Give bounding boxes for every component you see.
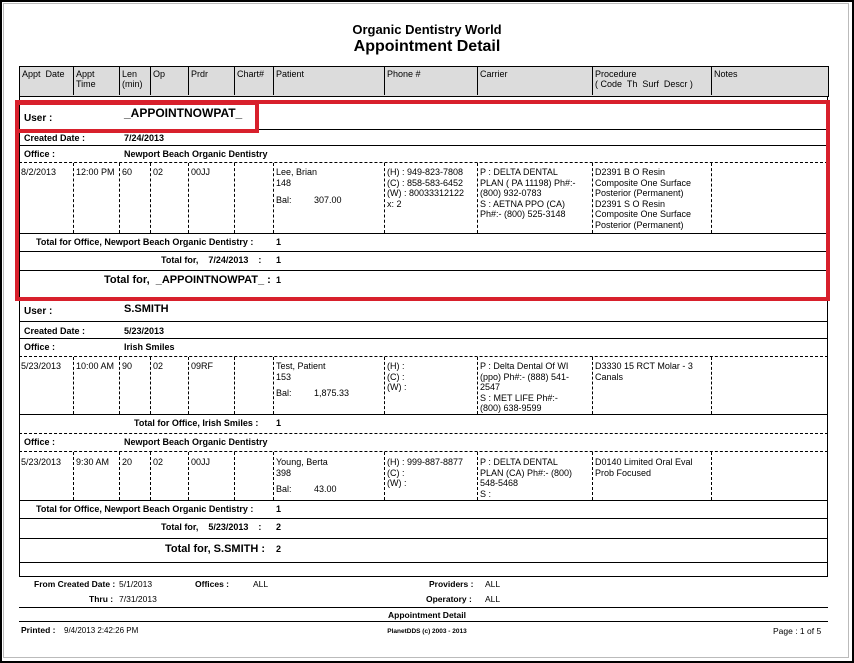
total-user-label: Total for, _APPOINTNOWPAT_ : — [104, 274, 271, 286]
carrier-info: P : Delta Dental Of WI (ppo) Ph#:- (888) 541- 2547 S : MET LIFE Ph#:- (800) 638-9599 — [480, 361, 570, 413]
appt-prdr: 00JJ — [191, 457, 211, 467]
divider — [19, 414, 828, 415]
divider — [19, 500, 828, 501]
user-label: User : — [24, 113, 53, 124]
row-divider — [384, 357, 385, 414]
company-name: Organic Dentistry World — [352, 22, 502, 37]
col-header-chart: Chart# — [237, 69, 265, 79]
footer-divider — [19, 607, 828, 608]
footer-divider — [19, 576, 828, 577]
row-divider — [73, 357, 74, 414]
dashed-divider — [19, 356, 828, 357]
appt-time: 10:00 AM — [76, 361, 115, 371]
office-value: Newport Beach Organic Dentistry — [124, 149, 268, 159]
col-divider — [150, 66, 151, 95]
divider — [19, 538, 828, 539]
phone-numbers: (H) : 949-823-7808 (C) : 858-583-6452 (W) : 80033312122 x: 2 — [387, 167, 465, 209]
col-header-procedure: Procedure ( Code Th Surf Descr ) — [595, 69, 693, 89]
dashed-divider — [19, 433, 828, 434]
office-value: Irish Smiles — [124, 342, 175, 352]
footer-title: Appointment Detail — [388, 610, 466, 620]
total-office-label: Total for Office, Newport Beach Organic Dentistry : — [36, 504, 254, 514]
col-divider — [73, 66, 74, 95]
thru-value: 7/31/2013 — [119, 594, 157, 604]
row-divider — [711, 452, 712, 500]
col-header-appt-time: Appt Time — [76, 69, 96, 89]
divider — [19, 518, 828, 519]
row-divider — [150, 357, 151, 414]
phone-numbers: (H) : (C) : (W) : — [387, 361, 407, 392]
patient-name: Young, Berta 398 — [276, 457, 328, 478]
copyright: PlanetDDS (c) 2003 - 2013 — [387, 628, 467, 635]
page-number: Page : 1 of 5 — [773, 626, 822, 636]
col-divider — [188, 66, 189, 95]
col-divider — [273, 66, 274, 95]
appt-date: 5/23/2013 — [21, 361, 62, 371]
divider — [19, 321, 828, 322]
office-value: Newport Beach Organic Dentistry — [124, 437, 268, 447]
patient-name: Test, Patient 153 — [276, 361, 326, 382]
office-label: Office : — [24, 342, 56, 352]
col-divider — [592, 66, 593, 95]
total-user-value: 2 — [276, 544, 282, 554]
bal-value: 43.00 — [314, 484, 337, 494]
user-name: _APPOINTNOWPAT_ — [124, 106, 243, 120]
report-title: Appointment Detail — [353, 38, 501, 55]
row-divider — [234, 452, 235, 500]
office-label: Office : — [24, 149, 56, 159]
total-user-label: Total for, S.SMITH : — [165, 543, 266, 555]
user-label: User : — [24, 306, 53, 317]
total-office-value: 1 — [276, 237, 282, 247]
appt-date: 8/2/2013 — [21, 167, 57, 177]
appt-length: 90 — [122, 361, 133, 371]
col-header-length: Len (min) — [122, 69, 143, 89]
bal-label: Bal: — [276, 195, 292, 205]
appt-prdr: 00JJ — [191, 167, 211, 177]
total-user-value: 1 — [276, 275, 282, 285]
printed-value: 9/4/2013 2:42:26 PM — [64, 626, 139, 635]
row-divider — [273, 357, 274, 414]
row-divider — [592, 452, 593, 500]
procedure-info: D2391 B O Resin Composite One Surface Posterior (Permanent) D2391 S O Resin Composite One Surface Posterior (Permanent) — [595, 167, 692, 230]
procedure-info: D0140 Limited Oral Eval Prob Focused — [595, 457, 693, 478]
created-date-label: Created Date : — [24, 326, 86, 336]
patient-name: Lee, Brian 148 — [276, 167, 318, 188]
row-divider — [273, 452, 274, 500]
col-header-appt-date: Appt Date — [22, 69, 65, 79]
office-label: Office : — [24, 437, 56, 447]
bal-label: Bal: — [276, 484, 292, 494]
appt-op: 02 — [153, 361, 164, 371]
total-date-label: Total for, 5/23/2013 : — [161, 522, 262, 532]
appt-time: 9:30 AM — [76, 457, 110, 467]
offices-label: Offices : — [195, 579, 230, 589]
total-date-value: 1 — [276, 255, 282, 265]
dashed-divider — [19, 451, 828, 452]
divider — [19, 338, 828, 339]
footer-divider — [19, 621, 828, 622]
total-date-value: 2 — [276, 522, 282, 532]
thru-label: Thru : — [89, 594, 114, 604]
bal-value: 1,875.33 — [314, 388, 350, 398]
row-divider — [477, 357, 478, 414]
col-header-notes: Notes — [714, 69, 738, 79]
appt-length: 20 — [122, 457, 133, 467]
col-divider — [384, 66, 385, 95]
procedure-info: D3330 15 RCT Molar - 3 Canals — [595, 361, 693, 382]
carrier-info: P : DELTA DENTAL PLAN (CA) Ph#:- (800) 548-5468 S : — [480, 457, 573, 499]
col-header-phone: Phone # — [387, 69, 421, 79]
row-divider — [119, 452, 120, 500]
row-divider — [592, 357, 593, 414]
providers-label: Providers : — [429, 579, 474, 589]
highlight-box-user — [15, 101, 259, 133]
row-divider — [188, 357, 189, 414]
row-divider — [384, 452, 385, 500]
col-divider — [711, 66, 712, 95]
row-divider — [73, 452, 74, 500]
carrier-info: P : DELTA DENTAL PLAN ( PA 11198) Ph#:- (800) 932-0783 S : AETNA PPO (CA) Ph#:- (800) 525-3148 — [480, 167, 576, 219]
appt-time: 12:00 PM — [76, 167, 115, 177]
appt-op: 02 — [153, 167, 164, 177]
appt-op: 02 — [153, 457, 164, 467]
total-office-value: 1 — [276, 418, 282, 428]
row-divider — [119, 357, 120, 414]
bal-label: Bal: — [276, 388, 292, 398]
from-date-label: From Created Date : — [34, 579, 116, 589]
created-date-value: 7/24/2013 — [124, 133, 165, 143]
col-divider — [234, 66, 235, 95]
row-divider — [234, 357, 235, 414]
user-name: S.SMITH — [124, 303, 169, 315]
total-office-label: Total for Office, Newport Beach Organic Dentistry : — [36, 237, 254, 247]
total-date-label: Total for, 7/24/2013 : — [161, 255, 262, 265]
col-divider — [477, 66, 478, 95]
operatory-value: ALL — [485, 594, 501, 604]
divider — [19, 562, 828, 563]
operatory-label: Operatory : — [426, 594, 472, 604]
col-header-prdr: Prdr — [191, 69, 209, 79]
from-date-value: 5/1/2013 — [119, 579, 153, 589]
col-header-patient: Patient — [276, 69, 305, 79]
appt-length: 60 — [122, 167, 133, 177]
offices-value: ALL — [253, 579, 269, 589]
row-divider — [477, 452, 478, 500]
created-date-value: 5/23/2013 — [124, 326, 165, 336]
row-divider — [711, 357, 712, 414]
appt-prdr: 09RF — [191, 361, 214, 371]
col-header-op: Op — [153, 69, 166, 79]
providers-value: ALL — [485, 579, 501, 589]
appt-date: 5/23/2013 — [21, 457, 62, 467]
col-header-carrier: Carrier — [480, 69, 508, 79]
row-divider — [150, 452, 151, 500]
phone-numbers: (H) : 999-887-8877 (C) : (W) : — [387, 457, 464, 488]
created-date-label: Created Date : — [24, 133, 86, 143]
printed-label: Printed : — [21, 625, 56, 635]
total-office-label: Total for Office, Irish Smiles : — [134, 418, 259, 428]
total-office-value: 1 — [276, 504, 282, 514]
bal-value: 307.00 — [314, 195, 342, 205]
row-divider — [188, 452, 189, 500]
col-divider — [119, 66, 120, 95]
